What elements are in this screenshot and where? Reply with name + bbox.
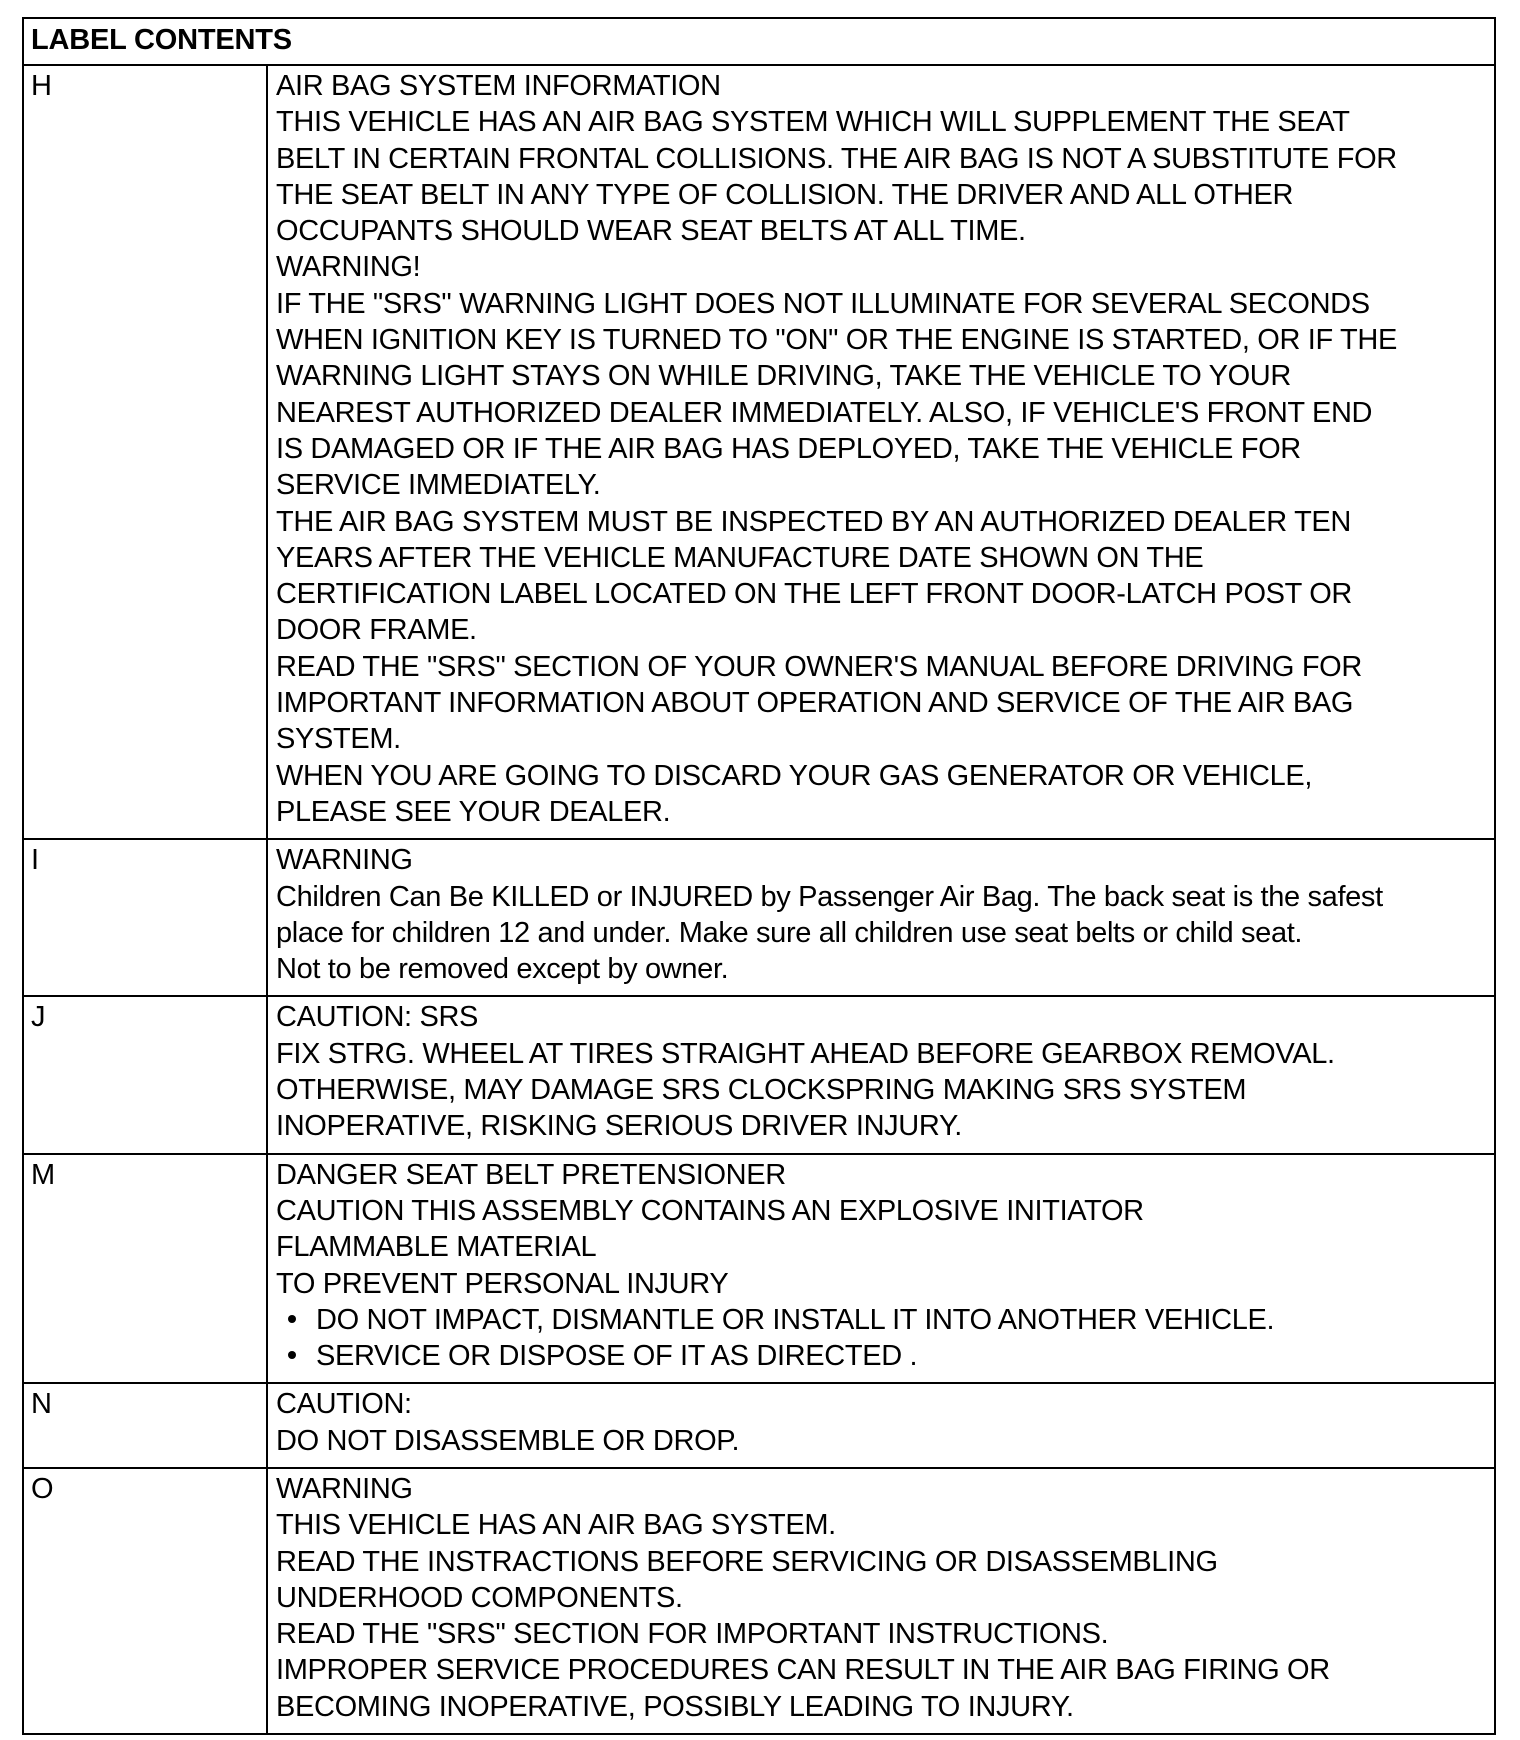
content-line: YEARS AFTER THE VEHICLE MANUFACTURE DATE SHOWN ON THE xyxy=(276,541,1204,574)
content-line: SYSTEM. xyxy=(276,723,401,756)
label-key-cell: J xyxy=(23,996,267,1153)
content-line: NEAREST AUTHORIZED DEALER IMMEDIATELY. ALSO, IF VEHICLE'S FRONT END xyxy=(276,396,1373,429)
bullet-icon xyxy=(288,1338,316,1374)
content-line: Children Can Be KILLED or INJURED by Passenger Air Bag. The back seat is the safest xyxy=(276,880,1383,913)
content-line: BELT IN CERTAIN FRONTAL COLLISIONS. THE AIR BAG IS NOT A SUBSTITUTE FOR xyxy=(276,142,1397,175)
content-line: WARNING xyxy=(276,844,413,877)
label-key-cell: N xyxy=(23,1383,267,1468)
content-line: PLEASE SEE YOUR DEALER. xyxy=(276,795,671,828)
content-line: CAUTION: xyxy=(276,1388,412,1421)
content-line: THE AIR BAG SYSTEM MUST BE INSPECTED BY AN AUTHORIZED DEALER TEN xyxy=(276,505,1352,538)
content-line: OTHERWISE, MAY DAMAGE SRS CLOCKSPRING MAKING SRS SYSTEM xyxy=(276,1074,1247,1107)
content-line: WHEN YOU ARE GOING TO DISCARD YOUR GAS GENERATOR OR VEHICLE, xyxy=(276,759,1313,792)
label-contents-table xyxy=(22,17,1496,1735)
label-content-cell xyxy=(267,839,1495,996)
label-key-cell: I xyxy=(23,839,267,996)
bullet-text: SERVICE OR DISPOSE OF IT AS DIRECTED . xyxy=(316,1340,918,1373)
bullet-item xyxy=(276,1338,1490,1374)
content-line: THIS VEHICLE HAS AN AIR BAG SYSTEM. xyxy=(276,1509,836,1542)
content-line: UNDERHOOD COMPONENTS. xyxy=(276,1581,683,1614)
content-line: DOOR FRAME. xyxy=(276,614,477,647)
table-row xyxy=(23,839,1495,996)
label-content-cell xyxy=(267,996,1495,1153)
content-line: IMPORTANT INFORMATION ABOUT OPERATION AND SERVICE OF THE AIR BAG xyxy=(276,687,1354,720)
bullet-item xyxy=(276,1302,1490,1338)
content-line: TO PREVENT PERSONAL INJURY xyxy=(276,1267,729,1300)
content-line: READ THE "SRS" SECTION OF YOUR OWNER'S MANUAL BEFORE DRIVING FOR xyxy=(276,650,1362,683)
content-line: place for children 12 and under. Make sure all children use seat belts or child seat. xyxy=(276,916,1303,949)
table-row xyxy=(23,1468,1495,1734)
content-line: DO NOT DISASSEMBLE OR DROP. xyxy=(276,1424,740,1457)
table-row xyxy=(23,1154,1495,1384)
content-line: IMPROPER SERVICE PROCEDURES CAN RESULT IN THE AIR BAG FIRING OR xyxy=(276,1654,1330,1687)
content-line: WHEN IGNITION KEY IS TURNED TO "ON" OR THE ENGINE IS STARTED, OR IF THE xyxy=(276,324,1397,357)
label-content-cell xyxy=(267,1154,1495,1384)
table-title: LABEL CONTENTS xyxy=(23,18,1495,65)
bullet-text: DO NOT IMPACT, DISMANTLE OR INSTALL IT INTO ANOTHER VEHICLE. xyxy=(316,1303,1275,1336)
table-header-row xyxy=(23,18,1495,65)
content-line: DANGER SEAT BELT PRETENSIONER xyxy=(276,1158,786,1191)
content-line: AIR BAG SYSTEM INFORMATION xyxy=(276,70,721,102)
content-line: WARNING xyxy=(276,1472,413,1505)
content-line: READ THE "SRS" SECTION FOR IMPORTANT INSTRUCTIONS. xyxy=(276,1618,1109,1651)
content-line: Not to be removed except by owner. xyxy=(276,953,729,986)
content-line: IF THE "SRS" WARNING LIGHT DOES NOT ILLUMINATE FOR SEVERAL SECONDS xyxy=(276,287,1370,320)
table-row xyxy=(23,996,1495,1153)
content-line: THIS VEHICLE HAS AN AIR BAG SYSTEM WHICH WILL SUPPLEMENT THE SEAT xyxy=(276,106,1350,139)
content-line: THE SEAT BELT IN ANY TYPE OF COLLISION. THE DRIVER AND ALL OTHER xyxy=(276,178,1294,211)
content-line: CERTIFICATION LABEL LOCATED ON THE LEFT FRONT DOOR-LATCH POST OR xyxy=(276,578,1353,611)
content-line: FIX STRG. WHEEL AT TIRES STRAIGHT AHEAD BEFORE GEARBOX REMOVAL. xyxy=(276,1037,1335,1070)
content-line: OCCUPANTS SHOULD WEAR SEAT BELTS AT ALL TIME. xyxy=(276,215,1026,248)
table-row xyxy=(23,1383,1495,1468)
content-line: IS DAMAGED OR IF THE AIR BAG HAS DEPLOYED, TAKE THE VEHICLE FOR xyxy=(276,432,1301,465)
content-line: SERVICE IMMEDIATELY. xyxy=(276,469,601,502)
content-line: READ THE INSTRACTIONS BEFORE SERVICING OR DISASSEMBLING xyxy=(276,1545,1218,1578)
label-content-cell xyxy=(267,1468,1495,1734)
content-line: WARNING LIGHT STAYS ON WHILE DRIVING, TAKE THE VEHICLE TO YOUR xyxy=(276,360,1291,393)
content-line: CAUTION: SRS xyxy=(276,1001,479,1034)
table-row xyxy=(23,65,1495,839)
label-key-cell: M xyxy=(23,1154,267,1384)
content-line: FLAMMABLE MATERIAL xyxy=(276,1231,597,1264)
label-content-cell xyxy=(267,65,1495,839)
content-line: WARNING! xyxy=(276,251,421,284)
label-content-cell xyxy=(267,1383,1495,1468)
content-line: BECOMING INOPERATIVE, POSSIBLY LEADING TO INJURY. xyxy=(276,1690,1074,1723)
content-line: CAUTION THIS ASSEMBLY CONTAINS AN EXPLOSIVE INITIATOR xyxy=(276,1194,1144,1227)
bullet-icon xyxy=(288,1302,316,1338)
label-key-cell: H xyxy=(23,65,267,839)
content-line: INOPERATIVE, RISKING SERIOUS DRIVER INJURY. xyxy=(276,1110,962,1143)
label-key-cell: O xyxy=(23,1468,267,1734)
